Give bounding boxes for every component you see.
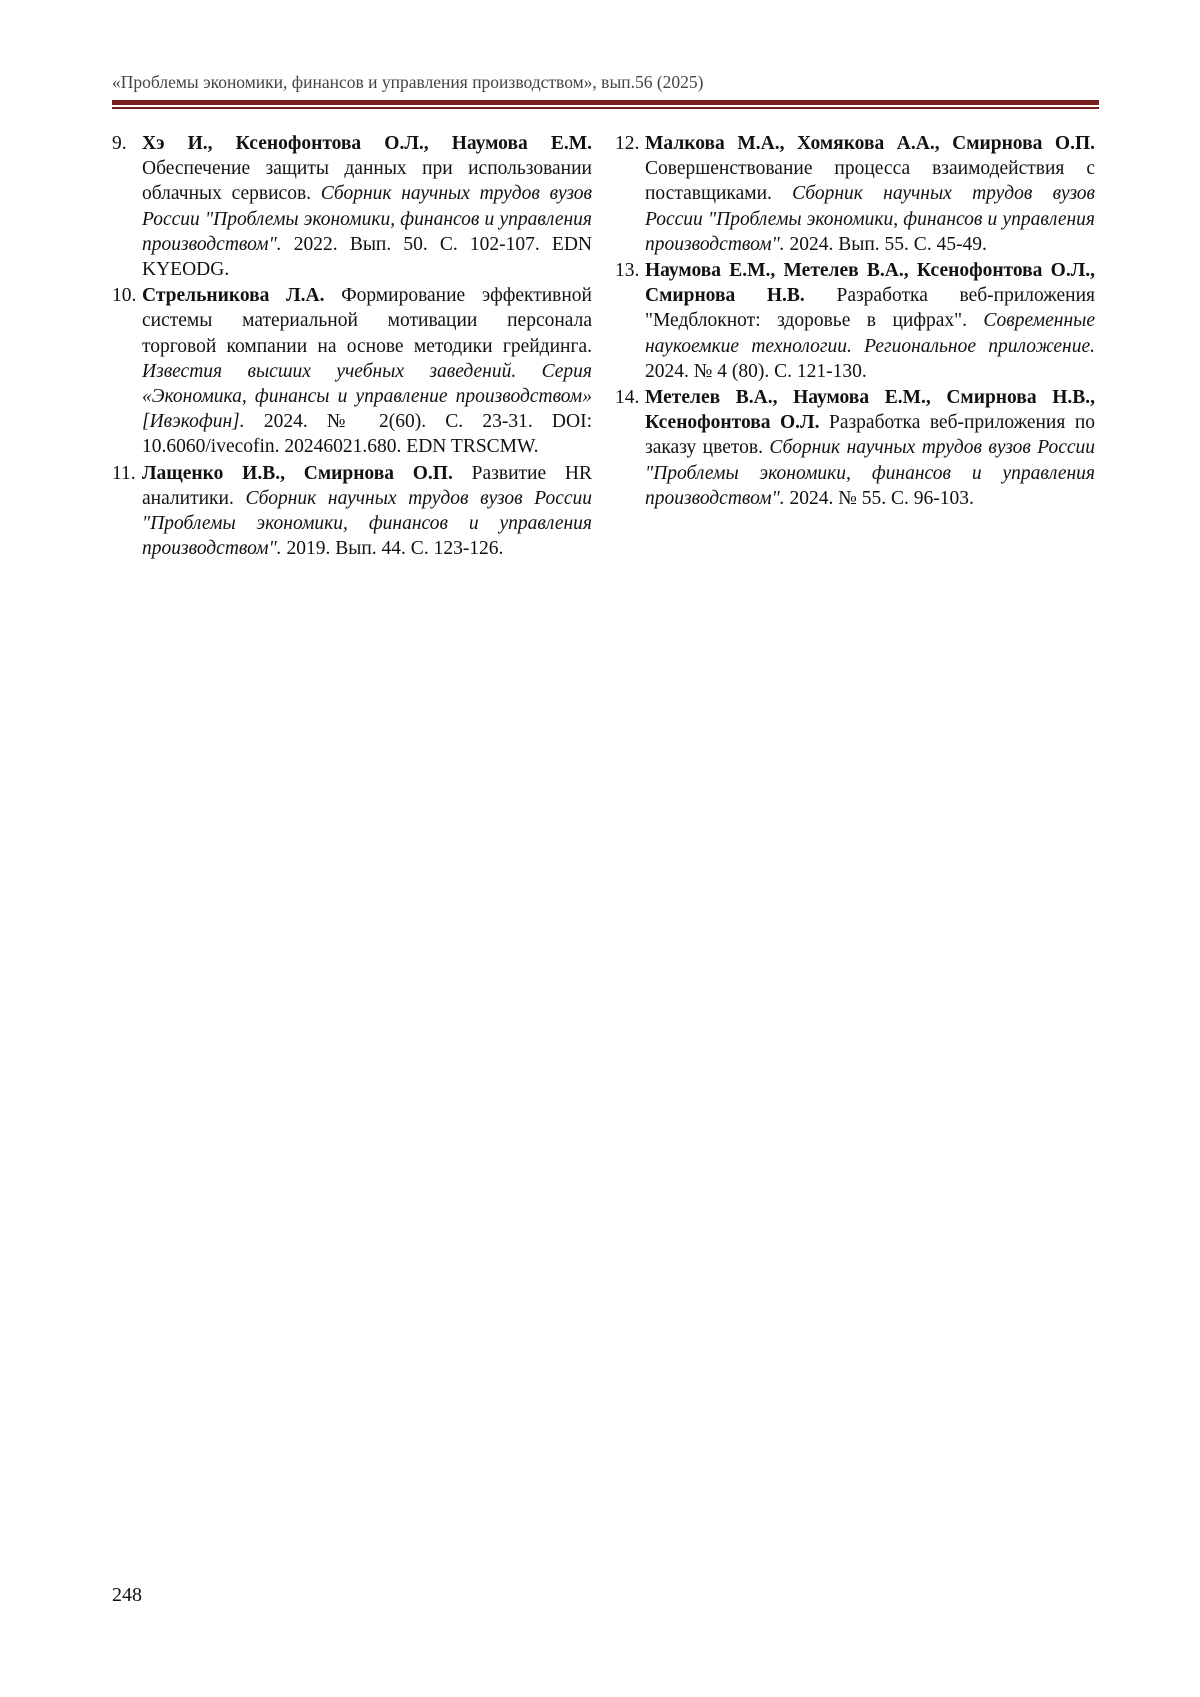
reference-source: Сборник научных трудов вузов России "Проблемы экономики, финансов и управления производством".	[645, 183, 1096, 255]
reference-number: 12.	[615, 133, 640, 154]
reference-item	[112, 461, 592, 562]
reference-text	[142, 461, 592, 562]
reference-source: Сборник научных трудов вузов России "Проблемы экономики, финансов и управления производством".	[142, 183, 592, 255]
reference-details: 2019. Вып. 44. С. 123-126.	[286, 538, 504, 560]
reference-title: Разработка веб-приложения по заказу цветов.	[645, 412, 1095, 459]
reference-number: 13.	[615, 260, 640, 282]
reference-text	[142, 283, 592, 459]
reference-item	[615, 131, 1095, 257]
reference-item	[615, 385, 1095, 511]
reference-text	[645, 258, 1095, 384]
running-header: «Проблемы экономики, финансов и управления производством», вып.56 (2025)	[112, 72, 704, 92]
reference-source: Сборник научных трудов вузов России "Проблемы экономики, финансов и управления производством".	[645, 437, 1096, 509]
reference-item	[112, 131, 592, 282]
references-right-column	[615, 131, 1095, 512]
reference-source: Известия высших учебных заведений. Серия «Экономика, финансы и управление производством» [Ивэкофин].	[142, 360, 592, 433]
reference-number: 14.	[615, 387, 640, 409]
reference-item	[615, 258, 1095, 384]
reference-number: 10.	[112, 285, 137, 307]
reference-authors: Метелев В.А., Наумова Е.М., Смирнова Н.В., Ксенофонтова О.Л.	[645, 387, 1095, 434]
reference-details: 2024. Вып. 55. С. 45-49.	[789, 233, 987, 255]
reference-text	[645, 385, 1095, 511]
reference-text	[142, 131, 592, 282]
reference-details: 2024. № 4 (80). С. 121-130.	[645, 360, 867, 382]
reference-title: Совершенствование процесса взаимодействия с поставщиками.	[645, 158, 1095, 205]
page-number: 248	[112, 1584, 142, 1606]
references-left-column	[112, 131, 592, 562]
reference-details: 2024. № 2(60). С. 23-31. DOI: 10.6060/ivecofin. 20246021.680. EDN TRSCMW.	[142, 411, 593, 458]
reference-number: 11.	[112, 462, 136, 484]
reference-authors: Наумова Е.М., Метелев В.А., Ксенофонтова О.Л., Смирнова Н.В.	[645, 260, 1095, 307]
reference-source: Сборник научных трудов вузов России "Проблемы экономики, финансов и управления производством".	[142, 487, 593, 560]
reference-number: 9.	[112, 133, 127, 154]
reference-item	[112, 283, 592, 459]
reference-text	[645, 131, 1095, 257]
reference-details: 2022. Вып. 50. С. 102-107. EDN KYEODG.	[142, 233, 593, 281]
reference-title: Развитие HR аналитики.	[142, 462, 592, 509]
reference-authors: Стрельникова Л.А.	[142, 285, 325, 307]
reference-title: Разработка веб-приложения "Медблокнот: здоровье в цифрах".	[645, 285, 1095, 332]
reference-title: Обеспечение защиты данных при использовании облачных сервисов.	[142, 158, 592, 205]
reference-authors: Хэ И., Ксенофонтова О.Л., Наумова Е.М.	[142, 133, 592, 154]
reference-authors: Лащенко И.В., Смирнова О.П.	[142, 462, 453, 484]
reference-details: 2024. № 55. С. 96-103.	[789, 487, 974, 509]
reference-title: Формирование эффективной системы материальной мотивации персонала торговой компании на основе методики грейдинга.	[142, 285, 592, 357]
header-rule-thin	[112, 107, 1099, 109]
header-rule-thick	[112, 100, 1099, 105]
reference-source: Современные наукоемкие технологии. Региональное приложение.	[645, 310, 1095, 357]
reference-authors: Малкова М.А., Хомякова А.А., Смирнова О.П.	[645, 133, 1095, 154]
